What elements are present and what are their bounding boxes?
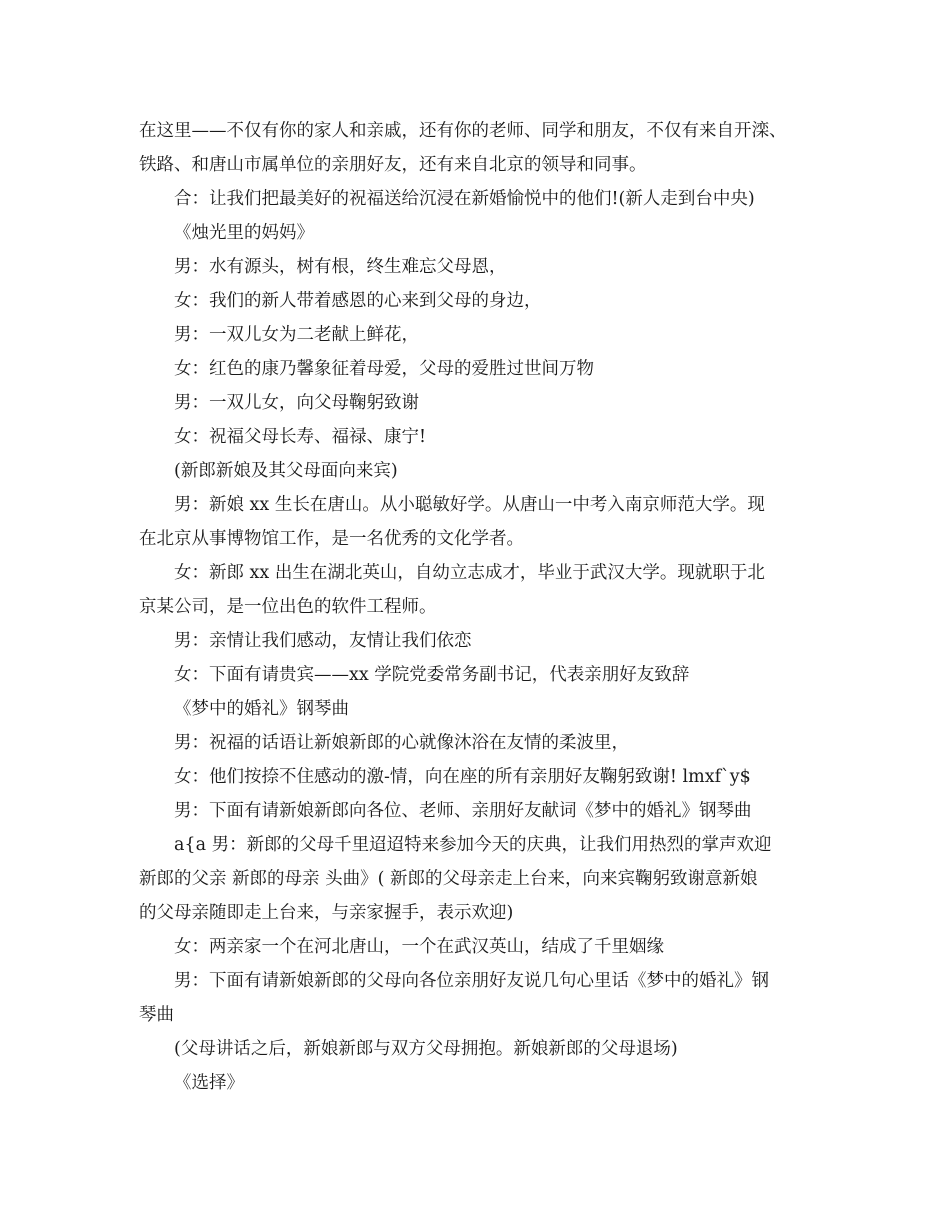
text-line-5: 男：水有源头，树有根，终生难忘父母恩， <box>174 257 507 277</box>
text-line-11: (新郎新娘及其父母面向来宾) <box>174 461 398 481</box>
text-line-4: 《烛光里的妈妈》 <box>174 223 314 243</box>
text-line-2: 铁路、和唐山市属单位的亲朋好友，还有来自北京的领导和同事。 <box>139 155 647 175</box>
text-line-21: 男：下面有请新娘新郎向各位、老师、亲朋好友献词《梦中的婚礼》钢琴曲 <box>174 801 752 821</box>
text-line-10: 女：祝福父母长寿、福禄、康宁! <box>174 427 427 447</box>
text-line-22: a{a 男：新郎的父母千里迢迢特来参加今天的庆典，让我们用热烈的掌声欢迎 <box>174 835 772 855</box>
text-line-7: 男：一双儿女为二老献上鲜花， <box>174 325 419 345</box>
text-line-8: 女：红色的康乃馨象征着母爱，父母的爱胜过世间万物 <box>174 359 594 379</box>
text-line-27: 琴曲 <box>139 1005 174 1025</box>
text-line-23: 新郎的父亲 新郎的母亲 头曲》( 新郎的父母亲走上台来，向来宾鞠躬致谢意新娘 <box>139 869 758 889</box>
text-line-29: 《选择》 <box>174 1073 244 1093</box>
text-line-17: 女：下面有请贵宾——xx 学院党委常务副书记，代表亲朋好友致辞 <box>174 665 690 685</box>
text-line-16: 男：亲情让我们感动，友情让我们依恋 <box>174 631 472 651</box>
text-line-20: 女：他们按捺不住感动的激-情，向在座的所有亲朋好友鞠躬致谢! lmxf`y$ <box>174 767 751 787</box>
text-line-15: 京某公司，是一位出色的软件工程师。 <box>139 597 437 617</box>
document-body <box>139 114 829 1100</box>
text-line-3: 合：让我们把最美好的祝福送给沉浸在新婚愉悦中的他们!(新人走到台中央) <box>174 189 755 209</box>
text-line-1: 在这里——不仅有你的家人和亲戚，还有你的老师、同学和朋友，不仅有来自开滦、 <box>139 121 787 141</box>
text-line-9: 男：一双儿女，向父母鞠躬致谢 <box>174 393 419 413</box>
text-line-25: 女：两亲家一个在河北唐山，一个在武汉英山，结成了千里姻缘 <box>174 937 664 957</box>
text-line-24: 的父母亲随即走上台来，与亲家握手，表示欢迎) <box>139 903 514 923</box>
text-line-14: 女：新郎 xx 出生在湖北英山，自幼立志成才，毕业于武汉大学。现就职于北 <box>174 563 765 583</box>
text-line-28: (父母讲话之后，新娘新郎与双方父母拥抱。新娘新郎的父母退场) <box>174 1039 678 1059</box>
text-line-18: 《梦中的婚礼》钢琴曲 <box>174 699 349 719</box>
text-line-6: 女：我们的新人带着感恩的心来到父母的身边， <box>174 291 542 311</box>
text-line-26: 男：下面有请新娘新郎的父母向各位亲朋好友说几句心里话《梦中的婚礼》钢 <box>174 971 769 991</box>
text-line-13: 在北京从事博物馆工作，是一名优秀的文化学者。 <box>139 529 524 549</box>
text-line-12: 男：新娘 xx 生长在唐山。从小聪敏好学。从唐山一中考入南京师范大学。现 <box>174 495 765 515</box>
text-line-19: 男：祝福的话语让新娘新郎的心就像沐浴在友情的柔波里， <box>174 733 629 753</box>
